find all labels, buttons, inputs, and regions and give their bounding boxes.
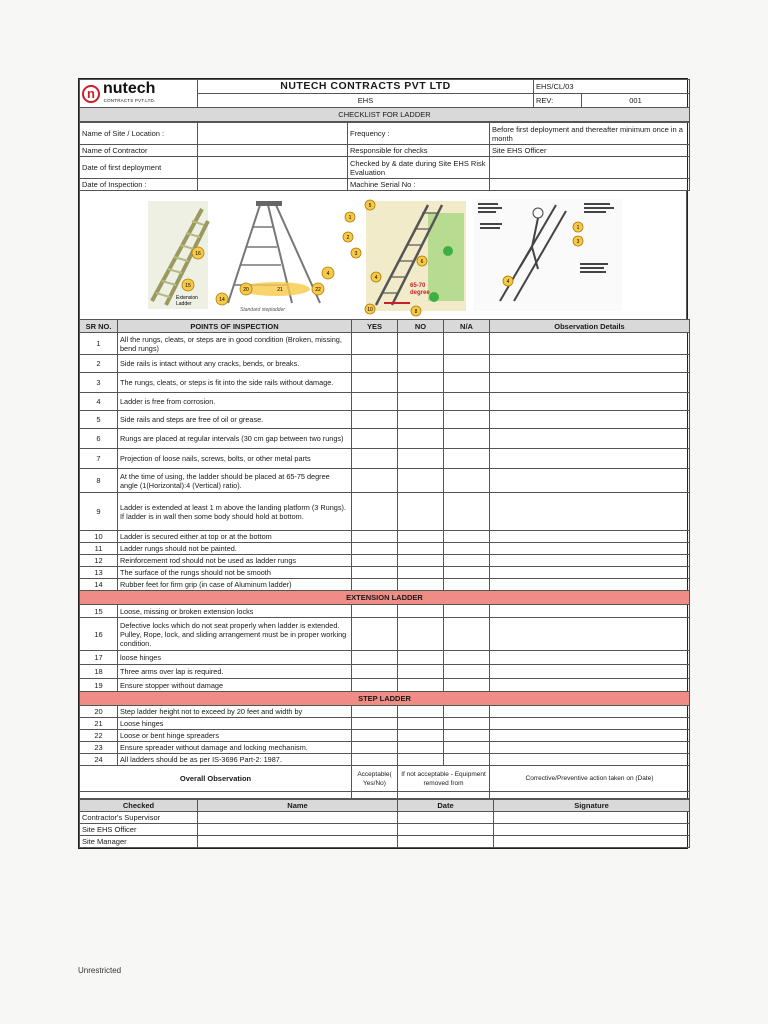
na-cell[interactable] bbox=[444, 567, 490, 579]
checklist-row bbox=[80, 618, 690, 651]
yes-cell[interactable] bbox=[352, 651, 398, 665]
signoff-signature-field[interactable] bbox=[494, 836, 690, 848]
yes-cell[interactable] bbox=[352, 429, 398, 449]
row-inspection-point: Side rails and steps are free of oil or grease. bbox=[118, 411, 352, 429]
step-ladder-caption: Standard stepladder bbox=[240, 307, 286, 313]
row-sr-number: 8 bbox=[80, 469, 118, 493]
row-sr-number: 16 bbox=[80, 618, 118, 651]
svg-text:15: 15 bbox=[185, 283, 191, 289]
yes-cell[interactable] bbox=[352, 333, 398, 355]
no-cell[interactable] bbox=[398, 651, 444, 665]
observation-cell[interactable] bbox=[490, 618, 690, 651]
signoff-name-field[interactable] bbox=[198, 824, 398, 836]
row-sr-number: 17 bbox=[80, 651, 118, 665]
site-label: Name of Site / Location : bbox=[80, 123, 198, 145]
row-inspection-point: Projection of loose nails, screws, bolts, or other metal parts bbox=[118, 449, 352, 469]
na-cell[interactable] bbox=[444, 469, 490, 493]
na-cell[interactable] bbox=[444, 651, 490, 665]
col-sr: SR NO. bbox=[80, 320, 118, 333]
no-cell[interactable] bbox=[398, 333, 444, 355]
row-inspection-point: All ladders should be as per IS-3696 Part-2: 1987. bbox=[118, 754, 352, 766]
row-sr-number: 14 bbox=[80, 579, 118, 591]
row-sr-number: 13 bbox=[80, 567, 118, 579]
row-inspection-point: All the rungs, cleats, or steps are in good condition (Broken, missing, bend rungs) bbox=[118, 333, 352, 355]
row-inspection-point: Defective locks which do not seat properly when ladder is extended. Pulley, Rope, lock, and sliding arrangement must be in proper working condition. bbox=[118, 618, 352, 651]
checklist-row bbox=[80, 665, 690, 679]
signoff-date-field[interactable] bbox=[398, 824, 494, 836]
company-logo bbox=[82, 82, 195, 105]
row-sr-number: 20 bbox=[80, 706, 118, 718]
no-cell[interactable] bbox=[398, 469, 444, 493]
yes-cell[interactable] bbox=[352, 618, 398, 651]
svg-text:6: 6 bbox=[420, 259, 424, 265]
row-inspection-point: Ensure stopper without damage bbox=[118, 679, 352, 692]
na-cell[interactable] bbox=[444, 742, 490, 754]
row-sr-number: 18 bbox=[80, 665, 118, 679]
climber-image bbox=[474, 199, 622, 311]
checked-by-label: Checked by & date during Site EHS Risk Evaluation bbox=[348, 157, 490, 179]
row-inspection-point: Reinforcement rod should not be used as ladder rungs bbox=[118, 555, 352, 567]
checklist-sheet bbox=[78, 78, 688, 849]
row-sr-number: 24 bbox=[80, 754, 118, 766]
signoff-signature-header: Signature bbox=[494, 800, 690, 812]
observation-cell[interactable] bbox=[490, 543, 690, 555]
yes-cell[interactable] bbox=[352, 665, 398, 679]
no-cell[interactable] bbox=[398, 543, 444, 555]
row-sr-number: 10 bbox=[80, 531, 118, 543]
row-sr-number: 15 bbox=[80, 605, 118, 618]
company-name: NUTECH CONTRACTS PVT LTD bbox=[198, 80, 534, 94]
svg-text:14: 14 bbox=[219, 297, 225, 303]
serial-value[interactable] bbox=[490, 179, 690, 191]
checklist-row bbox=[80, 493, 690, 531]
svg-text:1: 1 bbox=[576, 225, 580, 231]
row-inspection-point: Step ladder height not to exceed by 20 feet and width by bbox=[118, 706, 352, 718]
frequency-value: Before first deployment and thereafter minimum once in a month bbox=[490, 123, 690, 145]
row-sr-number: 4 bbox=[80, 393, 118, 411]
observation-cell[interactable] bbox=[490, 706, 690, 718]
info-table bbox=[79, 122, 690, 191]
no-cell[interactable] bbox=[398, 493, 444, 531]
yes-cell[interactable] bbox=[352, 679, 398, 692]
no-cell[interactable] bbox=[398, 679, 444, 692]
observation-cell[interactable] bbox=[490, 605, 690, 618]
logo-word: nutech bbox=[103, 80, 156, 97]
checklist-row bbox=[80, 531, 690, 543]
corrective-action-label: Corrective/Preventive action taken on (Date) bbox=[490, 766, 690, 792]
no-cell[interactable] bbox=[398, 449, 444, 469]
row-inspection-point: Loose, missing or broken extension locks bbox=[118, 605, 352, 618]
signoff-checked-header: Checked bbox=[80, 800, 198, 812]
checklist-row bbox=[80, 449, 690, 469]
checklist-row bbox=[80, 730, 690, 742]
no-cell[interactable] bbox=[398, 429, 444, 449]
yes-cell[interactable] bbox=[352, 730, 398, 742]
na-cell[interactable] bbox=[444, 373, 490, 393]
overall-observation-label: Overall Observation bbox=[80, 766, 352, 792]
checklist-row bbox=[80, 555, 690, 567]
doc-code: EHS/CL/03 bbox=[534, 80, 690, 94]
col-points: POINTS OF INSPECTION bbox=[118, 320, 352, 333]
responsible-value: Site EHS Officer bbox=[490, 145, 690, 157]
yes-cell[interactable] bbox=[352, 493, 398, 531]
observation-cell[interactable] bbox=[490, 449, 690, 469]
site-value[interactable] bbox=[198, 123, 348, 145]
signoff-date-field[interactable] bbox=[398, 812, 494, 824]
svg-text:16: 16 bbox=[195, 251, 201, 257]
observation-cell[interactable] bbox=[490, 579, 690, 591]
signoff-name-field[interactable] bbox=[198, 836, 398, 848]
row-sr-number: 3 bbox=[80, 373, 118, 393]
observation-cell[interactable] bbox=[490, 531, 690, 543]
yes-cell[interactable] bbox=[352, 531, 398, 543]
checklist-row bbox=[80, 411, 690, 429]
svg-text:22: 22 bbox=[315, 287, 321, 293]
contractor-value[interactable] bbox=[198, 145, 348, 157]
angle-caption: 65-70 bbox=[410, 283, 426, 289]
yes-cell[interactable] bbox=[352, 411, 398, 429]
checked-by-value[interactable] bbox=[490, 157, 690, 179]
na-cell[interactable] bbox=[444, 754, 490, 766]
first-deploy-value[interactable] bbox=[198, 157, 348, 179]
inspection-label: Date of Inspection : bbox=[80, 179, 198, 191]
row-inspection-point: Three arms over lap is required. bbox=[118, 665, 352, 679]
no-cell[interactable] bbox=[398, 742, 444, 754]
observation-cell[interactable] bbox=[490, 411, 690, 429]
checklist-row bbox=[80, 373, 690, 393]
yes-cell[interactable] bbox=[352, 579, 398, 591]
checklist-row bbox=[80, 754, 690, 766]
na-cell[interactable] bbox=[444, 579, 490, 591]
no-cell[interactable] bbox=[398, 618, 444, 651]
checklist-row bbox=[80, 605, 690, 618]
row-sr-number: 21 bbox=[80, 718, 118, 730]
observation-cell[interactable] bbox=[490, 742, 690, 754]
svg-text:1: 1 bbox=[348, 215, 352, 221]
acceptable-label: Acceptable( Yes/No) bbox=[352, 766, 398, 792]
na-cell[interactable] bbox=[444, 730, 490, 742]
row-sr-number: 5 bbox=[80, 411, 118, 429]
row-sr-number: 2 bbox=[80, 355, 118, 373]
observation-cell[interactable] bbox=[490, 665, 690, 679]
observation-cell[interactable] bbox=[490, 469, 690, 493]
na-cell[interactable] bbox=[444, 429, 490, 449]
no-cell[interactable] bbox=[398, 393, 444, 411]
na-cell[interactable] bbox=[444, 718, 490, 730]
ladder-illustration bbox=[79, 191, 687, 319]
wall-ladder-image bbox=[343, 200, 466, 316]
observation-cell[interactable] bbox=[490, 429, 690, 449]
checklist-row bbox=[80, 567, 690, 579]
no-cell[interactable] bbox=[398, 373, 444, 393]
row-sr-number: 12 bbox=[80, 555, 118, 567]
extension-caption: Extension bbox=[176, 295, 198, 301]
signoff-signature-field[interactable] bbox=[494, 824, 690, 836]
signoff-name-header: Name bbox=[198, 800, 398, 812]
na-cell[interactable] bbox=[444, 355, 490, 373]
svg-text:10: 10 bbox=[367, 307, 373, 313]
observation-cell[interactable] bbox=[490, 651, 690, 665]
checklist-row bbox=[80, 543, 690, 555]
first-deploy-label: Date of first deployment bbox=[80, 157, 198, 179]
not-acceptable-label: If not acceptable - Equipment removed from bbox=[398, 766, 490, 792]
row-inspection-point: The rungs, cleats, or steps is fit into the side rails without damage. bbox=[118, 373, 352, 393]
checklist-row bbox=[80, 679, 690, 692]
na-cell[interactable] bbox=[444, 543, 490, 555]
na-cell[interactable] bbox=[444, 665, 490, 679]
svg-text:20: 20 bbox=[243, 287, 249, 293]
svg-text:4: 4 bbox=[374, 275, 378, 281]
row-inspection-point: Ladder is free from corrosion. bbox=[118, 393, 352, 411]
no-cell[interactable] bbox=[398, 605, 444, 618]
svg-text:5: 5 bbox=[368, 203, 372, 209]
yes-cell[interactable] bbox=[352, 355, 398, 373]
svg-text:3: 3 bbox=[576, 239, 580, 245]
checklist-row bbox=[80, 469, 690, 493]
contractor-label: Name of Contractor bbox=[80, 145, 198, 157]
observation-cell[interactable] bbox=[490, 679, 690, 692]
observation-cell[interactable] bbox=[490, 393, 690, 411]
checklist-row bbox=[80, 718, 690, 730]
svg-text:2: 2 bbox=[346, 235, 350, 241]
corrective-value[interactable] bbox=[490, 792, 690, 799]
responsible-label: Responsible for checks bbox=[348, 145, 490, 157]
observation-cell[interactable] bbox=[490, 355, 690, 373]
na-cell[interactable] bbox=[444, 531, 490, 543]
na-cell[interactable] bbox=[444, 706, 490, 718]
step-ladder-banner: STEP LADDER bbox=[80, 692, 690, 706]
row-inspection-point: Side rails is intact without any cracks, bends, or breaks. bbox=[118, 355, 352, 373]
row-inspection-point: Rubber feet for firm grip (in case of Aluminum ladder) bbox=[118, 579, 352, 591]
rev-value: 001 bbox=[582, 94, 690, 108]
no-cell[interactable] bbox=[398, 531, 444, 543]
frequency-label: Frequency : bbox=[348, 123, 490, 145]
svg-text:4: 4 bbox=[326, 271, 330, 277]
row-inspection-point: Loose hinges bbox=[118, 718, 352, 730]
department: EHS bbox=[198, 94, 534, 108]
checklist-row bbox=[80, 355, 690, 373]
row-sr-number: 1 bbox=[80, 333, 118, 355]
no-cell[interactable] bbox=[398, 567, 444, 579]
signoff-signature-field[interactable] bbox=[494, 812, 690, 824]
checklist-row bbox=[80, 333, 690, 355]
row-sr-number: 19 bbox=[80, 679, 118, 692]
col-na: N/A bbox=[444, 320, 490, 333]
observation-cell[interactable] bbox=[490, 754, 690, 766]
svg-text:8: 8 bbox=[414, 309, 418, 315]
yes-cell[interactable] bbox=[352, 469, 398, 493]
acceptable-value[interactable] bbox=[352, 792, 398, 799]
yes-cell[interactable] bbox=[352, 543, 398, 555]
logo-cell bbox=[80, 80, 198, 108]
yes-cell[interactable] bbox=[352, 742, 398, 754]
observation-cell[interactable] bbox=[490, 333, 690, 355]
observation-cell[interactable] bbox=[490, 567, 690, 579]
yes-cell[interactable] bbox=[352, 567, 398, 579]
row-inspection-point: Loose or bent hinge spreaders bbox=[118, 730, 352, 742]
observation-cell[interactable] bbox=[490, 555, 690, 567]
yes-cell[interactable] bbox=[352, 718, 398, 730]
no-cell[interactable] bbox=[398, 706, 444, 718]
rev-label: REV: bbox=[534, 94, 582, 108]
svg-text:Ladder: Ladder bbox=[176, 301, 192, 307]
yes-cell[interactable] bbox=[352, 706, 398, 718]
col-yes: YES bbox=[352, 320, 398, 333]
no-cell[interactable] bbox=[398, 355, 444, 373]
checklist-row bbox=[80, 742, 690, 754]
row-inspection-point: Ladder rungs should not be painted. bbox=[118, 543, 352, 555]
row-inspection-point: At the time of using, the ladder should be placed at 65-75 degree angle (1(Horizontal):4 (Vertical) ratio). bbox=[118, 469, 352, 493]
yes-cell[interactable] bbox=[352, 555, 398, 567]
observation-cell[interactable] bbox=[490, 493, 690, 531]
checklist-row bbox=[80, 393, 690, 411]
inspection-table bbox=[79, 319, 690, 799]
extension-ladder-image bbox=[148, 201, 208, 309]
row-sr-number: 22 bbox=[80, 730, 118, 742]
header-table bbox=[79, 79, 690, 122]
na-cell[interactable] bbox=[444, 333, 490, 355]
col-no: NO bbox=[398, 320, 444, 333]
no-cell[interactable] bbox=[398, 730, 444, 742]
no-cell[interactable] bbox=[398, 555, 444, 567]
svg-text:4: 4 bbox=[506, 279, 510, 285]
not-acceptable-value[interactable] bbox=[398, 792, 490, 799]
row-sr-number: 23 bbox=[80, 742, 118, 754]
yes-cell[interactable] bbox=[352, 605, 398, 618]
row-sr-number: 11 bbox=[80, 543, 118, 555]
step-ladder-image bbox=[216, 201, 334, 313]
inspection-value[interactable] bbox=[198, 179, 348, 191]
svg-text:degree: degree bbox=[410, 290, 430, 296]
signoff-role: Site Manager bbox=[80, 836, 198, 848]
na-cell[interactable] bbox=[444, 555, 490, 567]
signoff-date-header: Date bbox=[398, 800, 494, 812]
no-cell[interactable] bbox=[398, 754, 444, 766]
checklist-row bbox=[80, 651, 690, 665]
signoff-name-field[interactable] bbox=[198, 812, 398, 824]
no-cell[interactable] bbox=[398, 718, 444, 730]
no-cell[interactable] bbox=[398, 411, 444, 429]
signoff-table bbox=[79, 799, 690, 848]
row-inspection-point: The surface of the rungs should not be smooth bbox=[118, 567, 352, 579]
na-cell[interactable] bbox=[444, 411, 490, 429]
yes-cell[interactable] bbox=[352, 393, 398, 411]
checklist-row bbox=[80, 706, 690, 718]
row-inspection-point: loose hinges bbox=[118, 651, 352, 665]
row-inspection-point: Ladder is extended at least 1 m above the landing platform (3 Rungs). If ladder is in wall then some body should hold at bottom. bbox=[118, 493, 352, 531]
na-cell[interactable] bbox=[444, 618, 490, 651]
yes-cell[interactable] bbox=[352, 754, 398, 766]
yes-cell[interactable] bbox=[352, 373, 398, 393]
na-cell[interactable] bbox=[444, 493, 490, 531]
signoff-date-field[interactable] bbox=[398, 836, 494, 848]
logo-n-icon: n bbox=[82, 85, 100, 103]
svg-text:21: 21 bbox=[277, 287, 283, 293]
na-cell[interactable] bbox=[444, 679, 490, 692]
row-sr-number: 9 bbox=[80, 493, 118, 531]
extension-ladder-banner: EXTENSION LADDER bbox=[80, 591, 690, 605]
na-cell[interactable] bbox=[444, 605, 490, 618]
serial-label: Machine Serial No : bbox=[348, 179, 490, 191]
form-title: CHECKLIST FOR LADDER bbox=[80, 108, 690, 122]
logo-sub: CONTRACTS PVT.LTD. bbox=[103, 98, 156, 103]
signoff-role: Contractor's Supervisor bbox=[80, 812, 198, 824]
no-cell[interactable] bbox=[398, 579, 444, 591]
na-cell[interactable] bbox=[444, 393, 490, 411]
classification-label: Unrestricted bbox=[78, 966, 122, 975]
ladder-diagram bbox=[80, 191, 686, 319]
row-sr-number: 7 bbox=[80, 449, 118, 469]
signoff-role: Site EHS Officer bbox=[80, 824, 198, 836]
col-obs: Observation Details bbox=[490, 320, 690, 333]
checklist-row bbox=[80, 579, 690, 591]
row-inspection-point: Ensure spreader without damage and locking mechanism. bbox=[118, 742, 352, 754]
na-cell[interactable] bbox=[444, 449, 490, 469]
svg-text:3: 3 bbox=[354, 251, 358, 257]
row-sr-number: 6 bbox=[80, 429, 118, 449]
observation-cell[interactable] bbox=[490, 373, 690, 393]
observation-cell[interactable] bbox=[490, 718, 690, 730]
no-cell[interactable] bbox=[398, 665, 444, 679]
yes-cell[interactable] bbox=[352, 449, 398, 469]
row-inspection-point: Ladder is secured either at top or at the bottom bbox=[118, 531, 352, 543]
observation-cell[interactable] bbox=[490, 730, 690, 742]
row-inspection-point: Rungs are placed at regular intervals (30 cm gap between two rungs) bbox=[118, 429, 352, 449]
checklist-row bbox=[80, 429, 690, 449]
